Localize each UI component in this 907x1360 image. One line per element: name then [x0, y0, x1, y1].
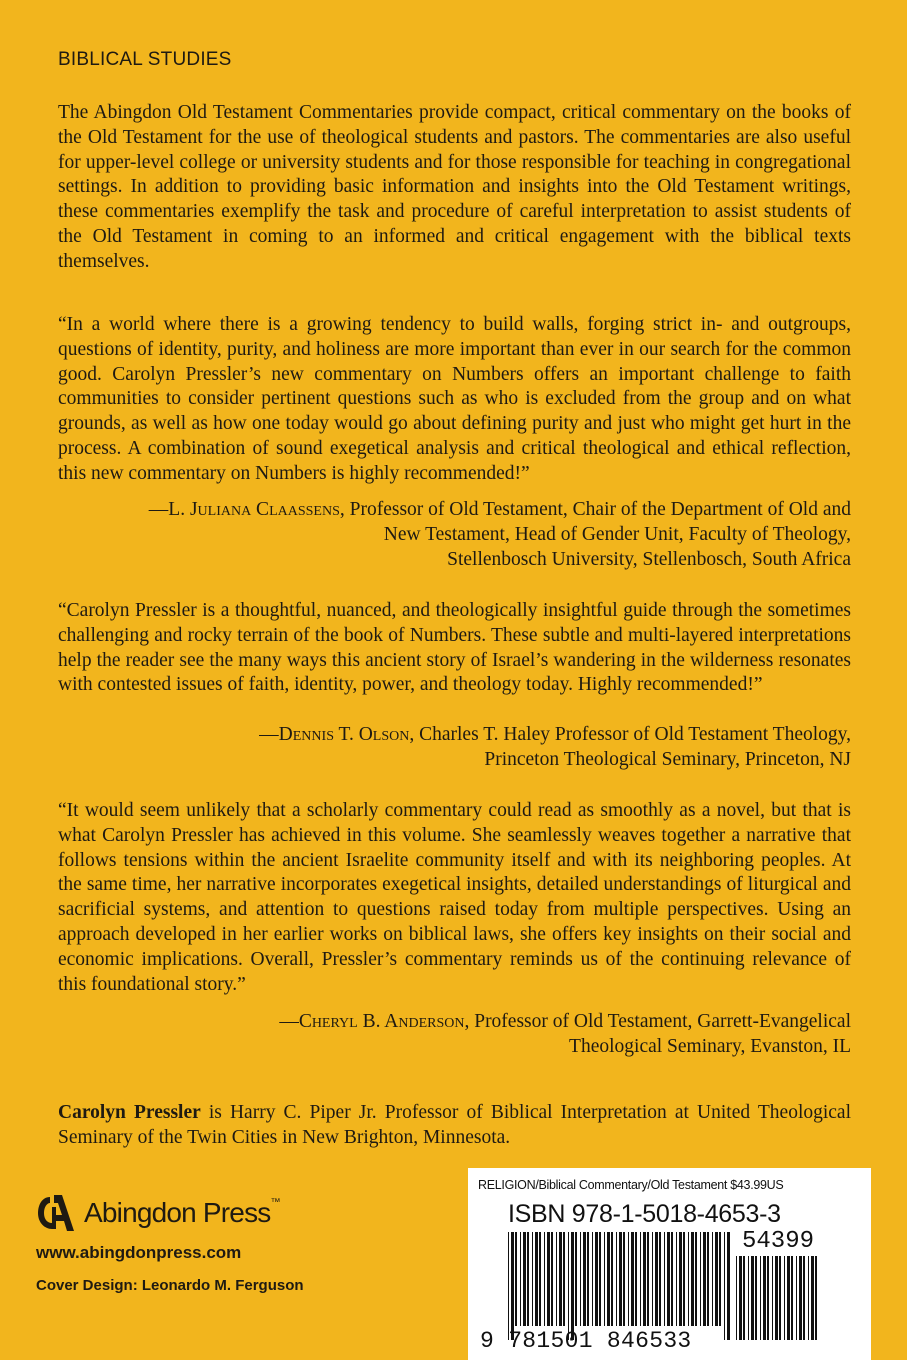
barcode-bar: [811, 1256, 814, 1340]
barcode-bar: [547, 1232, 550, 1326]
barcode-bar: [580, 1232, 581, 1326]
barcode-bar: [563, 1232, 565, 1326]
author-bio: Carolyn Pressler is Harry C. Piper Jr. Professor of Biblical Interpretation at United Theological Seminary of the Twin Cities in New Brighton, Minnesota.: [58, 1102, 852, 1148]
publisher-logo: [36, 1193, 336, 1233]
barcode-bar: [803, 1256, 805, 1340]
barcode-bar: [604, 1232, 605, 1326]
barcode-bar: [556, 1232, 557, 1326]
endorsement-quote-2: “Carolyn Pressler is a thoughtful, nuanced, and theologically insightful guide through the sometimes challenging and rocky terrain of the book of Numbers. These subtle and multi-layered interpretations help the reader see the many ways this ancient story of Israel’s wandering in the wilderness resonates with contested issues of faith, identity, power, and theology today. Highly recommended!”: [58, 600, 851, 696]
endorsement-attribution-2: —Dennis T. Olson, Charles T. Haley Professor of Old Testament Theology, Princeton Theological Seminary, Princeton, NJ: [259, 724, 851, 770]
barcode-bar: [719, 1232, 721, 1326]
barcode-bar: [772, 1256, 773, 1340]
barcode-bar: [784, 1256, 785, 1340]
series-description: The Abingdon Old Testament Commentaries provide compact, critical commentary on the books of the Old Testament for the use of theological students and pastors. The commentaries are also useful for upper-level college or university students and for those responsible for teaching in congregational settings. In addition to providing basic information and insights into the Old Testament writings, these commentaries exemplify the task and procedure of careful interpretation to assist students of the Old Testament in coming to an informed and critical engagement with the biblical texts themselves.: [58, 102, 851, 272]
barcode-bar: [683, 1232, 685, 1326]
ean-barcode-icon: [508, 1232, 731, 1340]
barcode-bar: [544, 1232, 545, 1326]
barcode-bar: [619, 1232, 622, 1326]
barcode-bar: [808, 1256, 809, 1340]
barcode-bar: [659, 1232, 661, 1326]
barcode-bar: [599, 1232, 601, 1326]
barcode-bar: [551, 1232, 553, 1326]
endorser-name: Cheryl B. Anderson: [298, 1011, 465, 1032]
barcode-bar: [667, 1232, 670, 1326]
barcode-bar: [695, 1232, 697, 1326]
barcode-bar: [712, 1232, 713, 1326]
barcode-bar: [535, 1232, 538, 1326]
barcode-bar: [647, 1232, 649, 1326]
barcode-bar: [799, 1256, 802, 1340]
barcode-bar: [616, 1232, 617, 1326]
endorsement-quote-1: “In a world where there is a growing tendency to build walls, forging strict in- and outgroups, questions of identity, purity, and holiness are more important than ever in our search for the common good. Carolyn Pressler’s new commentary on Numbers offers an important challenge to faith communities to consider pertinent questions such as who is excluded from the group and on what grounds, as well as how one today would go about defining purity and just who might get hurt in the process. A combination of sound exegetical analysis and critical theological and ethical reflection, this new commentary on Numbers is highly recommended!”: [58, 314, 851, 484]
author-name: Carolyn Pressler: [58, 1102, 201, 1123]
barcode-digits: 9 781501 846533: [480, 1328, 692, 1354]
barcode-bar: [508, 1232, 509, 1340]
barcode-bar: [715, 1232, 718, 1326]
barcode-bar: [679, 1232, 682, 1326]
barcode-bar: [796, 1256, 797, 1340]
barcode-bar: [763, 1256, 766, 1340]
endorser-name: Dennis T. Olson: [278, 724, 410, 745]
barcode-bar: [511, 1232, 514, 1340]
barcode-bar: [559, 1232, 562, 1326]
barcode-addon-number: 54399: [741, 1228, 814, 1255]
barcode-bar: [688, 1232, 689, 1326]
barcode-bar: [671, 1232, 673, 1326]
barcode-bar: [760, 1256, 761, 1340]
barcode-bar: [623, 1232, 625, 1326]
barcode-bar: [635, 1232, 637, 1326]
category-label: BIBLICAL STUDIES: [58, 49, 232, 70]
barcode-bar: [539, 1232, 541, 1326]
barcode-bar: [700, 1232, 701, 1326]
barcode-bar: [523, 1232, 526, 1326]
barcode-bar: [595, 1232, 598, 1326]
barcode-bar: [787, 1256, 790, 1340]
barcode-bar: [664, 1232, 665, 1326]
barcode-bar: [779, 1256, 781, 1340]
abingdon-logo-icon: [36, 1193, 78, 1233]
barcode-bar: [655, 1232, 658, 1326]
barcode-bar: [571, 1232, 574, 1340]
barcode-bar: [640, 1232, 641, 1326]
barcode-bar: [515, 1232, 517, 1326]
barcode-bar: [592, 1232, 593, 1326]
barcode-bar: [755, 1256, 757, 1340]
barcode-bar: [703, 1232, 706, 1326]
barcode-bar: [751, 1256, 754, 1340]
barcode-bar: [575, 1232, 577, 1326]
barcode-bar: [587, 1232, 589, 1326]
subject-price: RELIGION/Biblical Commentary/Old Testament $43.99US: [478, 1178, 784, 1192]
barcode-bar: [568, 1232, 569, 1340]
barcode-bar: [532, 1232, 533, 1326]
barcode-bar: [527, 1232, 529, 1326]
barcode-bar: [652, 1232, 653, 1326]
barcode-panel: [468, 1168, 871, 1360]
endorsement-quote-3: “It would seem unlikely that a scholarly commentary could read as smoothly as a novel, but that is what Carolyn Pressler has achieved in this volume. She seamlessly weaves together a narrative that follows tensions within the ancient Israelite community itself and with its neighboring peoples. At the same time, her narrative incorporates exegetical insights, detailed understandings of liturgical and sacrificial systems, and attention to questions raised today from multiple perspectives. Using an approach developed in her earlier works on biblical laws, she offers key insights on their social and economic implications. Overall, Pressler’s commentary reminds us of the continuing relevance of this foundational story.”: [58, 800, 851, 995]
barcode-bar: [520, 1232, 521, 1326]
barcode-bar: [775, 1256, 778, 1340]
publisher-name: Abingdon Press™: [84, 1197, 280, 1228]
publisher-website: www.abingdonpress.com: [36, 1243, 242, 1262]
barcode-bar: [791, 1256, 793, 1340]
barcode-bar: [676, 1232, 677, 1326]
barcode-bar: [631, 1232, 634, 1326]
barcode-bar: [707, 1232, 709, 1326]
endorser-name: L. Juliana Claassens: [168, 499, 340, 520]
barcode-bar: [727, 1232, 730, 1340]
barcode-bar: [611, 1232, 613, 1326]
cover-design-credit: Cover Design: Leonardo M. Ferguson: [36, 1277, 304, 1294]
barcode-bar: [767, 1256, 769, 1340]
isbn-text: ISBN 978-1-5018-4653-3: [508, 1200, 781, 1228]
barcode-bar: [724, 1232, 725, 1340]
barcode-bar: [607, 1232, 610, 1326]
endorsement-attribution-1: —L. Juliana Claassens, Professor of Old Testament, Chair of the Department of Old and New Testament, Head of Gender Unit, Faculty of Theology, Stellenbosch University, Stellenbosch, South Africa: [148, 499, 851, 570]
barcode-bar: [643, 1232, 646, 1326]
barcode-bar: [628, 1232, 629, 1326]
barcode-bar: [583, 1232, 586, 1326]
barcode-bar: [815, 1256, 817, 1340]
endorsement-attribution-3: —Cheryl B. Anderson, Professor of Old Testament, Garrett-Evangelical Theological Seminary, Evanston, IL: [279, 1011, 851, 1057]
barcode-bar: [691, 1232, 694, 1326]
